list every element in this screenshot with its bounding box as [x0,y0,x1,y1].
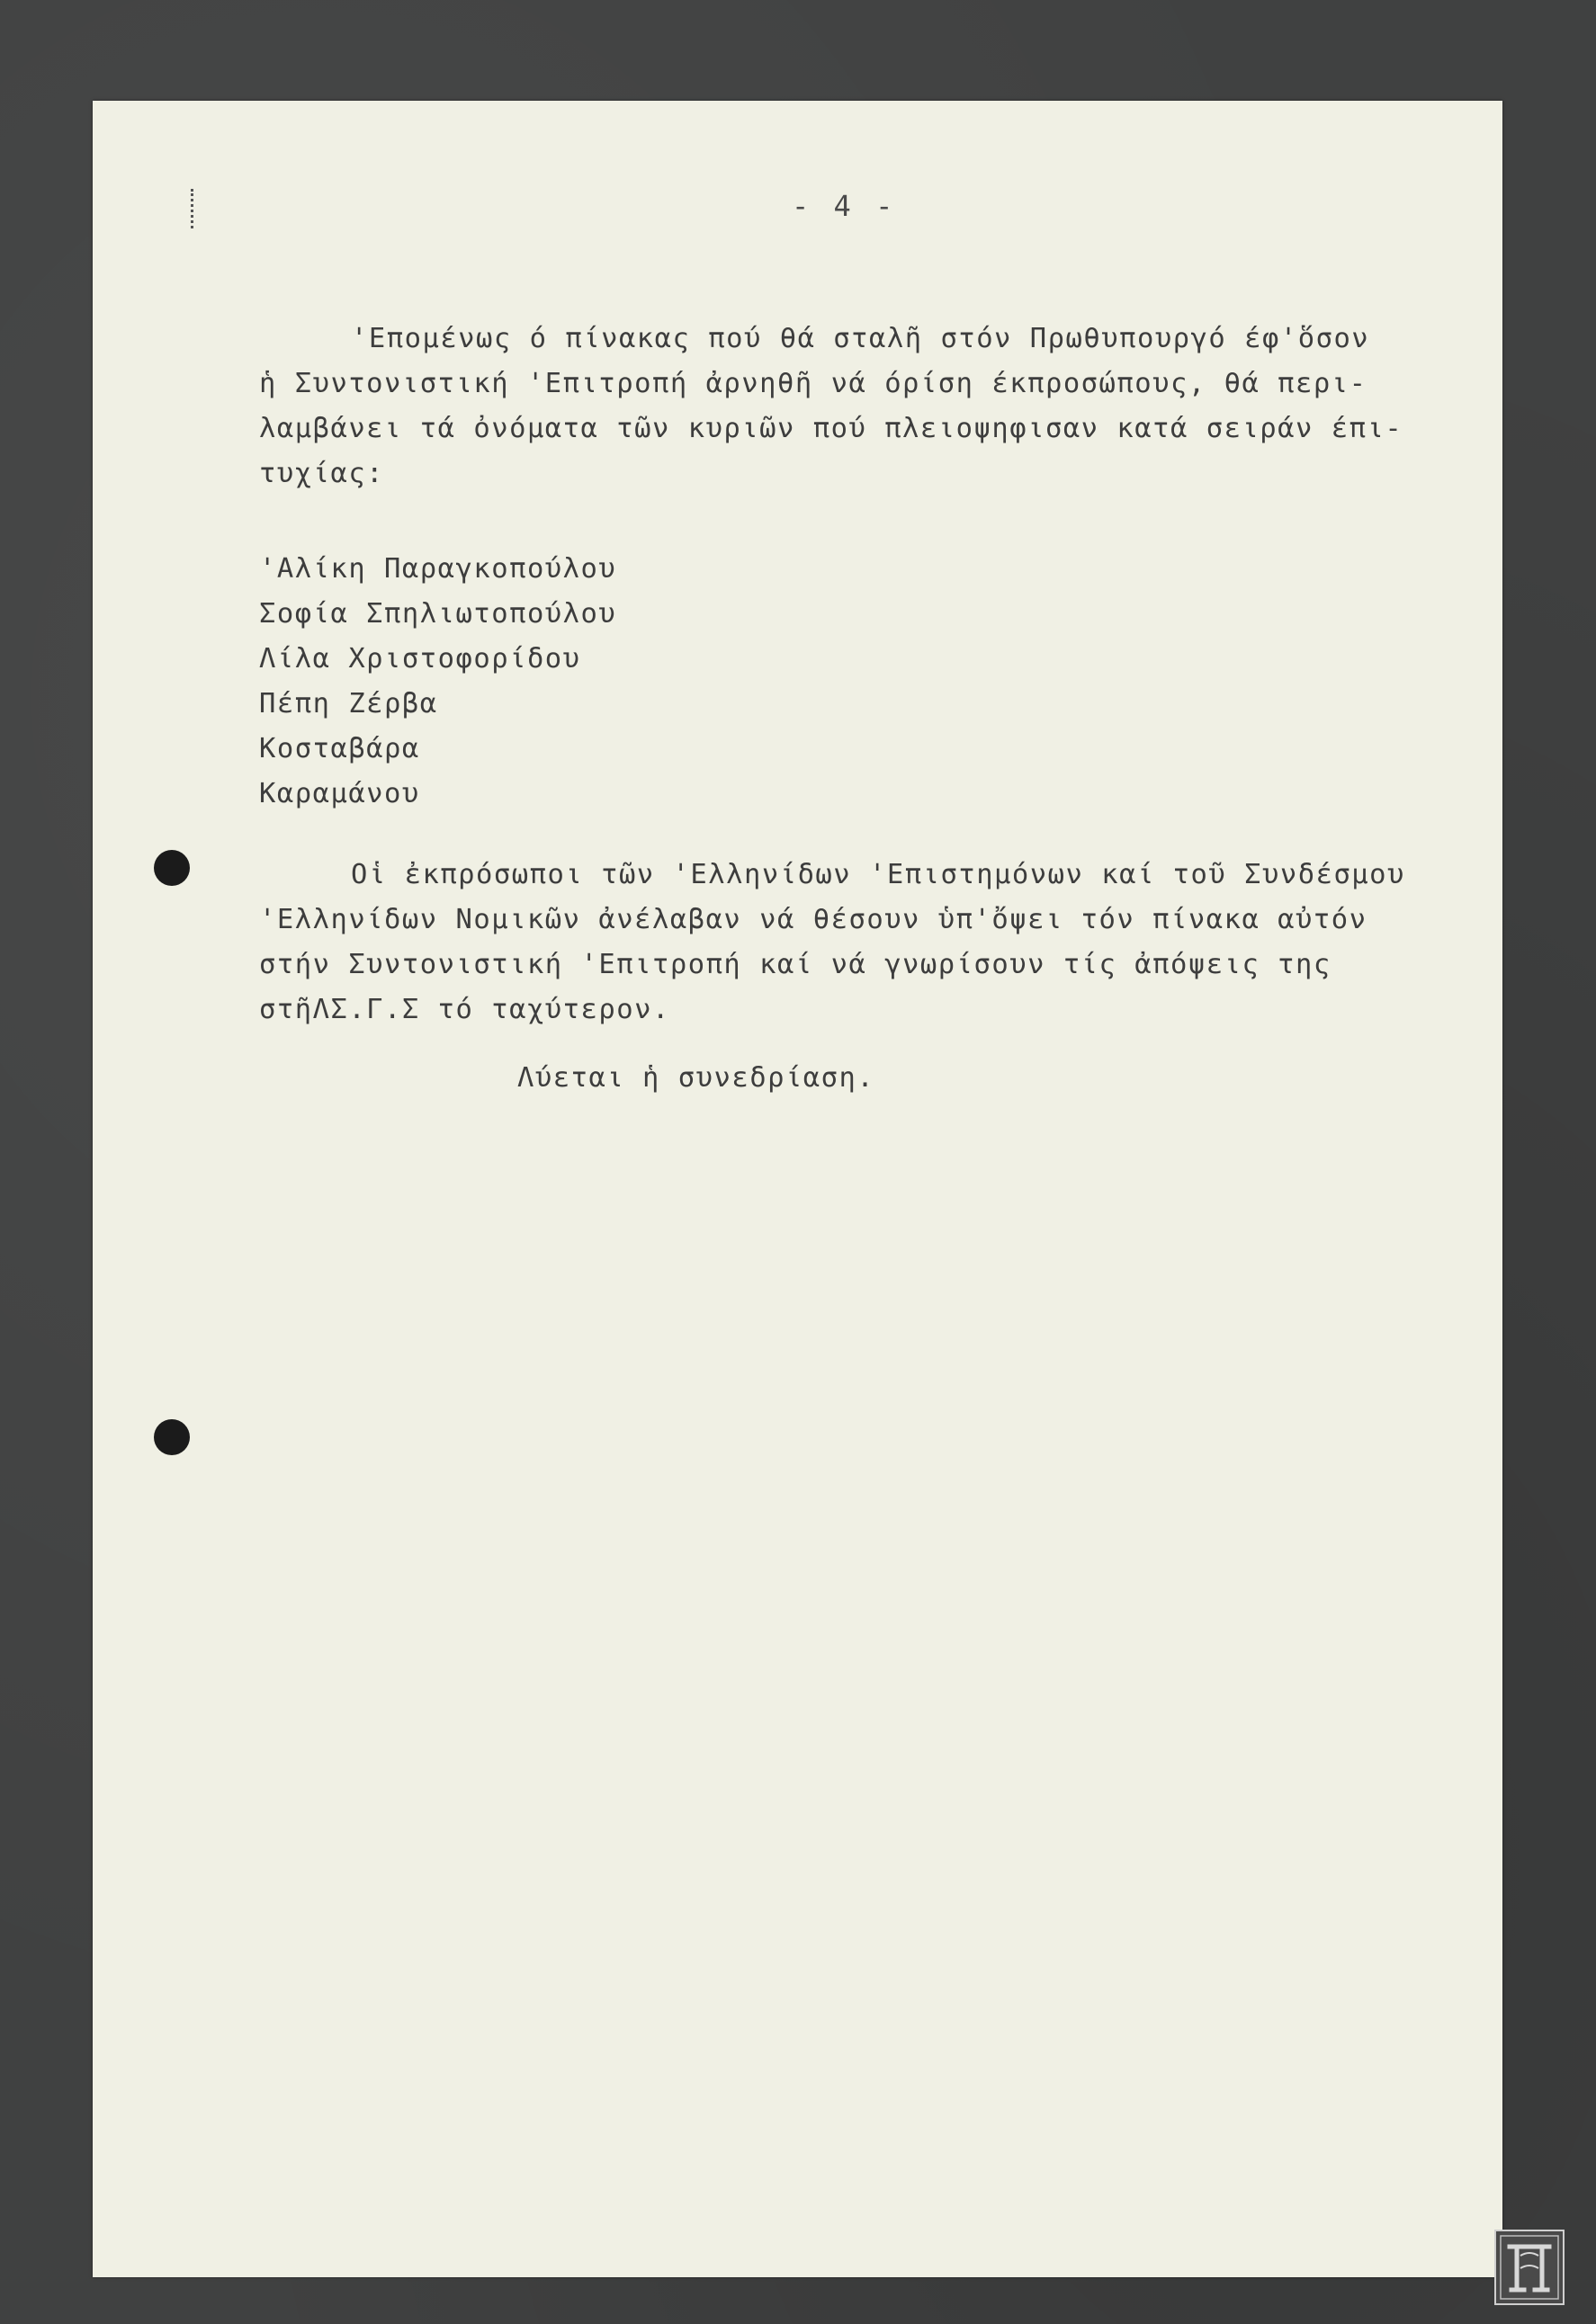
punch-hole [154,1419,190,1455]
paragraph-1-line-2: ἡ Συντονιστική 'Επιτροπή ἀρνηθῆ νά όρίση έκπροσώπους, θά περι- [259,368,1367,399]
paragraph-2-line-1: Οἱ ἐκπρόσωποι τῶν 'Ελληνίδων 'Επιστημόνων καί τοῦ Συνδέσμου [351,859,1405,890]
name-list-item: Καραμάνου [259,778,420,809]
paragraph-1-line-4: τυχίας: [259,458,385,489]
name-list-item: Πέπη Ζέρβα [259,688,438,720]
paragraph-1-line-3: λαμβάνει τά ὀνόματα τῶν κυριῶν πού πλειοψηφισαν κατά σειράν έπι- [259,413,1403,444]
name-list-item: Κοσταβάρα [259,733,420,764]
paragraph-2-line-4: στῆΛΣ.Γ.Σ τό ταχύτερον. [259,994,670,1025]
margin-mark [191,189,199,228]
closing-line: Λύεται ἡ συνεδρίαση. [517,1062,875,1094]
page-number: - 4 - [792,189,897,223]
name-list-item: 'Αλίκη Παραγκοπούλου [259,553,617,585]
paragraph-2-line-2: 'Ελληνίδων Νομικῶν ἀνέλαβαν νά θέσουν ὑπ'ὄψει τόν πίνακα αὐτόν [259,904,1367,935]
paragraph-2-line-3: στήν Συντονιστική 'Επιτροπή καί νά γνωρίσουν τίς ἀπόψεις της [259,949,1331,980]
archive-logo-icon [1493,2229,1565,2306]
paragraph-1-line-1: 'Επομένως ό πίνακας πού θά σταλῆ στόν Πρωθυπουργό έφ'ὅσον [351,323,1370,354]
name-list-item: Σοφία Σπηλιωτοπούλου [259,598,617,630]
name-list-item: Λίλα Χριστοφορίδου [259,643,581,675]
punch-hole [154,850,190,886]
